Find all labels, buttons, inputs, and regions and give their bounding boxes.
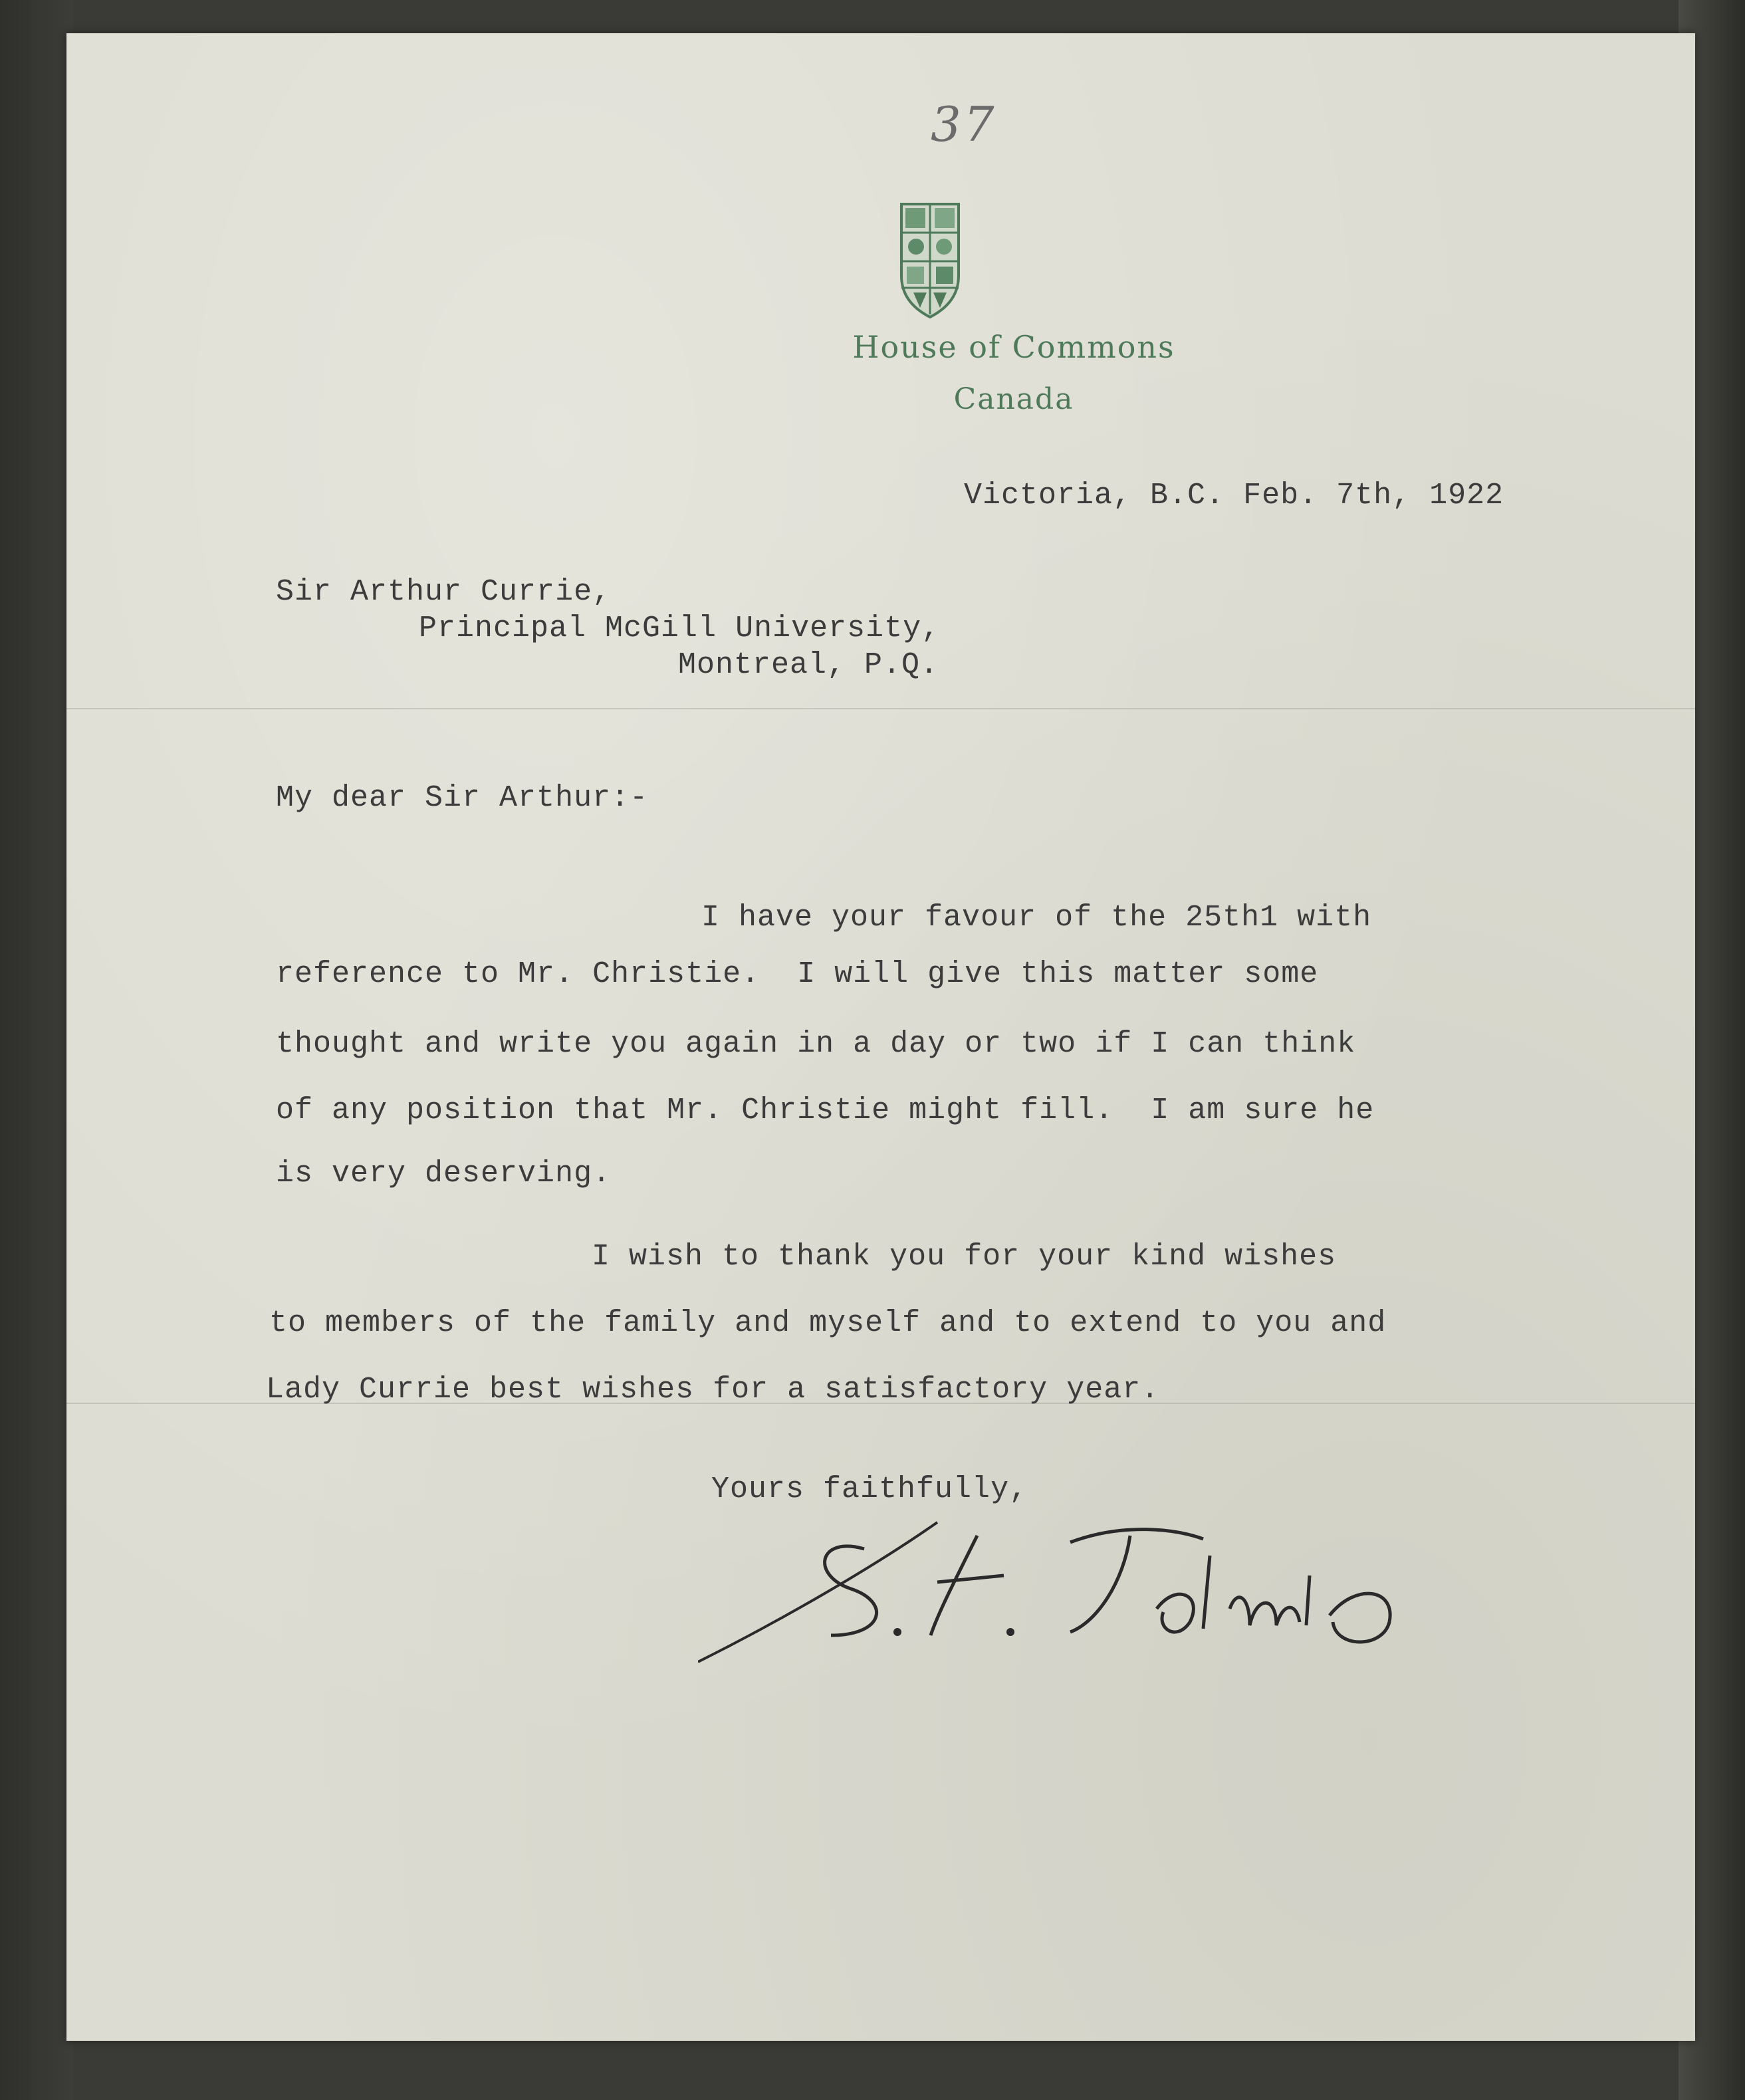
body-line: Lady Currie best wishes for a satisfactory year. [266,1373,1160,1407]
body-line: of any position that Mr. Christie might fill. I am sure he [276,1094,1375,1127]
body-line: to members of the family and myself and to extend to you and [269,1306,1387,1340]
fold-line [66,708,1695,709]
body-line: thought and write you again in a day or two if I can think [276,1027,1356,1061]
date-line: Victoria, B.C. Feb. 7th, 1922 [964,479,1504,513]
addressee-name: Sir Arthur Currie, [276,575,612,609]
closing: Yours faithfully, [711,1472,1028,1506]
addressee-title: Principal McGill University, [419,612,941,645]
salutation: My dear Sir Arthur:- [276,781,649,815]
addressee-city: Montreal, P.Q. [678,648,939,682]
archive-number: 37 [931,96,997,152]
signature [698,1509,1462,1669]
scan-background-left [0,0,73,2100]
body-line: I have your favour of the 25th1 with [701,901,1372,935]
body-line: reference to Mr. Christie. I will give this matter some [276,957,1319,991]
letter-sheet [66,33,1695,2041]
coat-of-arms-icon [900,203,960,319]
body-line: is very deserving. [276,1157,612,1191]
letterhead-title: House of Commons [852,329,1175,365]
letterhead-subtitle: Canada [953,382,1074,416]
body-line: I wish to thank you for your kind wishes [592,1240,1337,1274]
